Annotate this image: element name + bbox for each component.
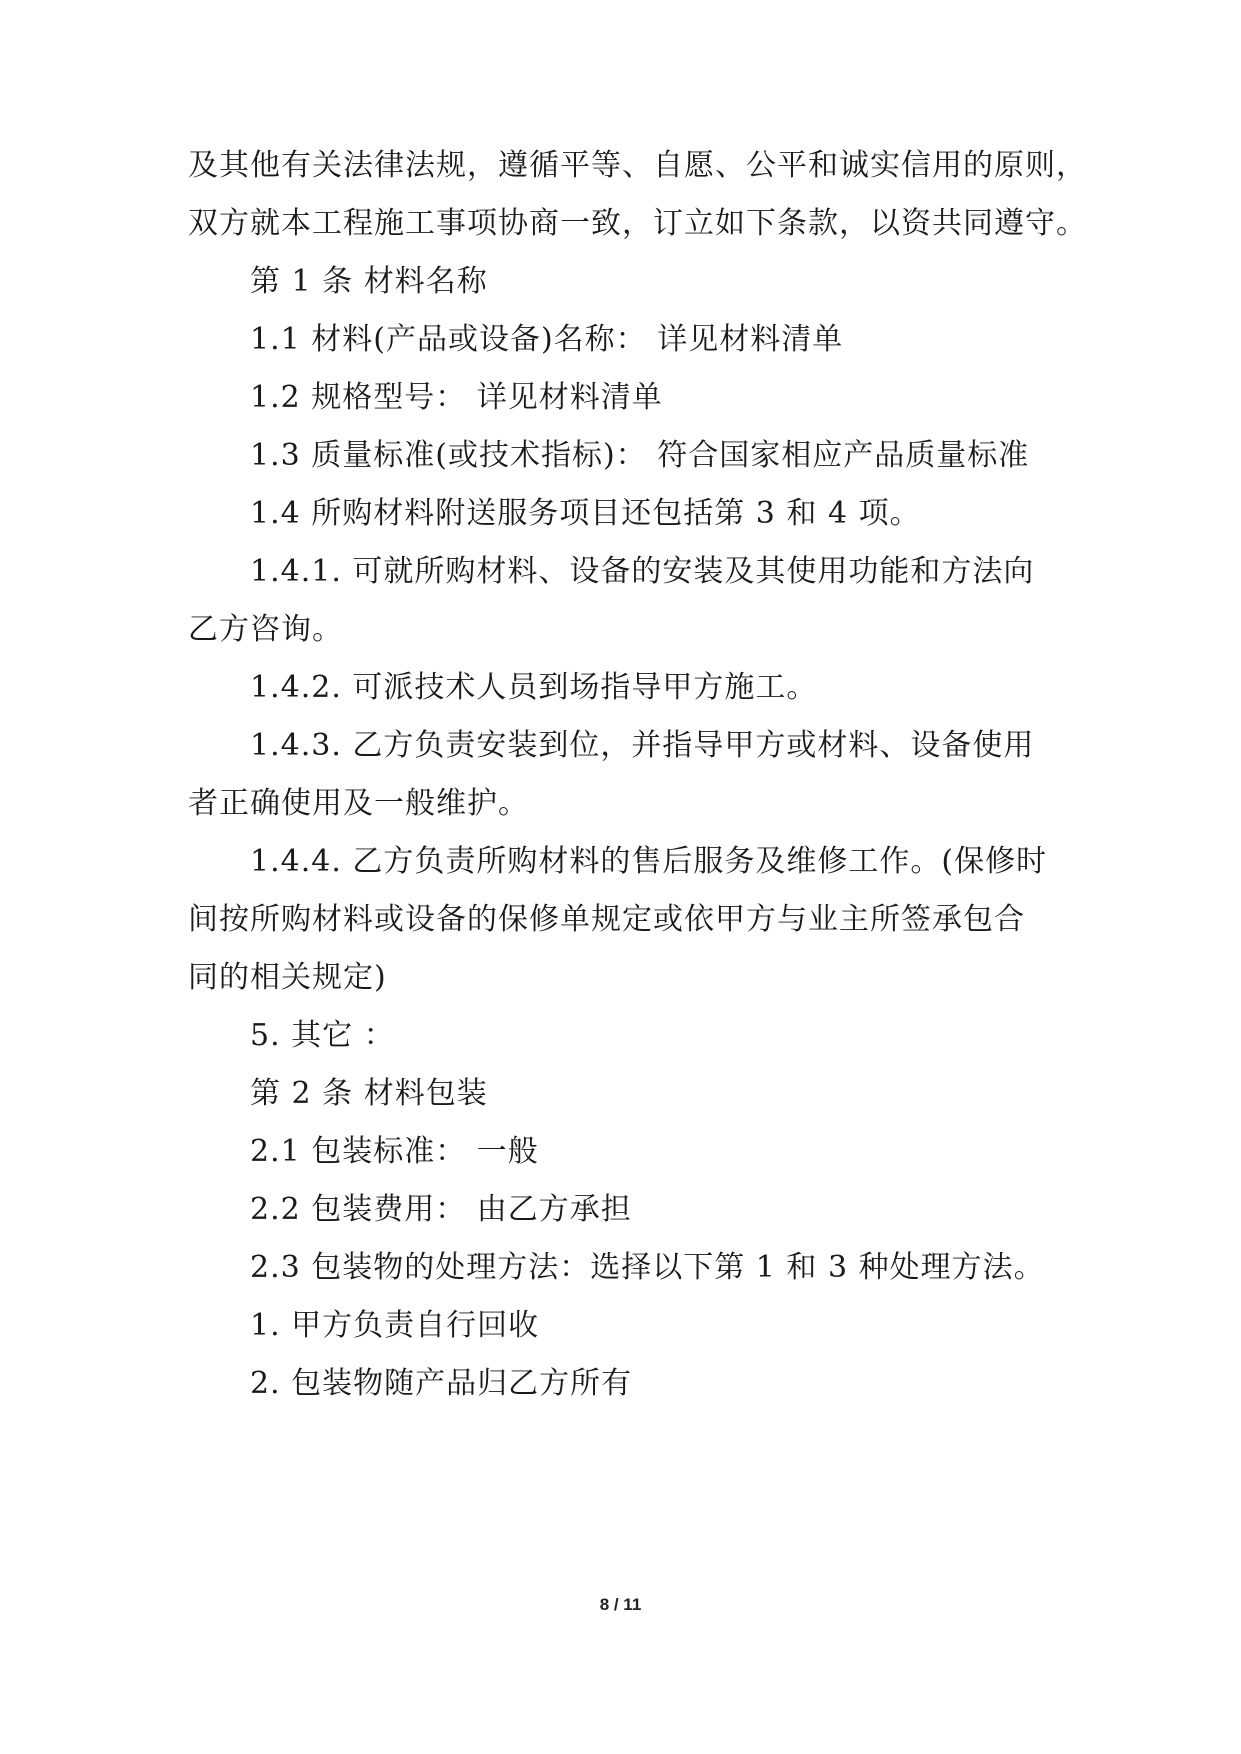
clause-line: 1.3 质量标准(或技术指标)： 符合国家相应产品质量标准 — [250, 438, 1030, 473]
section-heading: 第 1 条 材料名称 — [250, 264, 488, 299]
clause-line: 2.2 包装费用： 由乙方承担 — [250, 1192, 632, 1227]
clause-line-continued: 者正确使用及一般维护。 — [188, 786, 529, 821]
clause-line-continued: 同的相关规定) — [188, 960, 387, 995]
clause-line: 2.1 包装标准： 一般 — [250, 1134, 539, 1169]
clause-line: 1.4.1. 可就所购材料、设备的安装及其使用功能和方法向 — [250, 554, 1035, 589]
clause-line: 1.4.3. 乙方负责安装到位，并指导甲方或材料、设备使用 — [250, 728, 1035, 763]
page-number: 8 / 11 — [599, 1595, 642, 1614]
clause-line: 1.4 所购材料附送服务项目还包括第 3 和 4 项。 — [250, 496, 921, 531]
paragraph-line: 双方就本工程施工事项协商一致，订立如下条款，以资共同遵守。 — [188, 206, 1087, 241]
paragraph-line: 及其他有关法律法规，遵循平等、自愿、公平和诚实信用的原则， — [188, 148, 1087, 183]
clause-line: 2.3 包装物的处理方法：选择以下第 1 和 3 种处理方法。 — [250, 1250, 1045, 1285]
clause-line-continued: 乙方咨询。 — [188, 612, 343, 647]
clause-line: 1.2 规格型号： 详见材料清单 — [250, 380, 663, 415]
clause-line-continued: 间按所购材料或设备的保修单规定或依甲方与业主所签承包合 — [188, 902, 1025, 937]
clause-line: 1.4.2. 可派技术人员到场指导甲方施工。 — [250, 670, 818, 705]
clause-line: 1.1 材料(产品或设备)名称： 详见材料清单 — [250, 322, 844, 357]
clause-line: 1.4.4. 乙方负责所购材料的售后服务及维修工作。(保修时 — [250, 844, 1048, 879]
list-item: 1. 甲方负责自行回收 — [250, 1308, 540, 1343]
section-heading: 第 2 条 材料包装 — [250, 1076, 488, 1111]
list-item: 2. 包装物随产品归乙方所有 — [250, 1366, 633, 1401]
clause-line: 5. 其它 ： — [250, 1018, 395, 1053]
